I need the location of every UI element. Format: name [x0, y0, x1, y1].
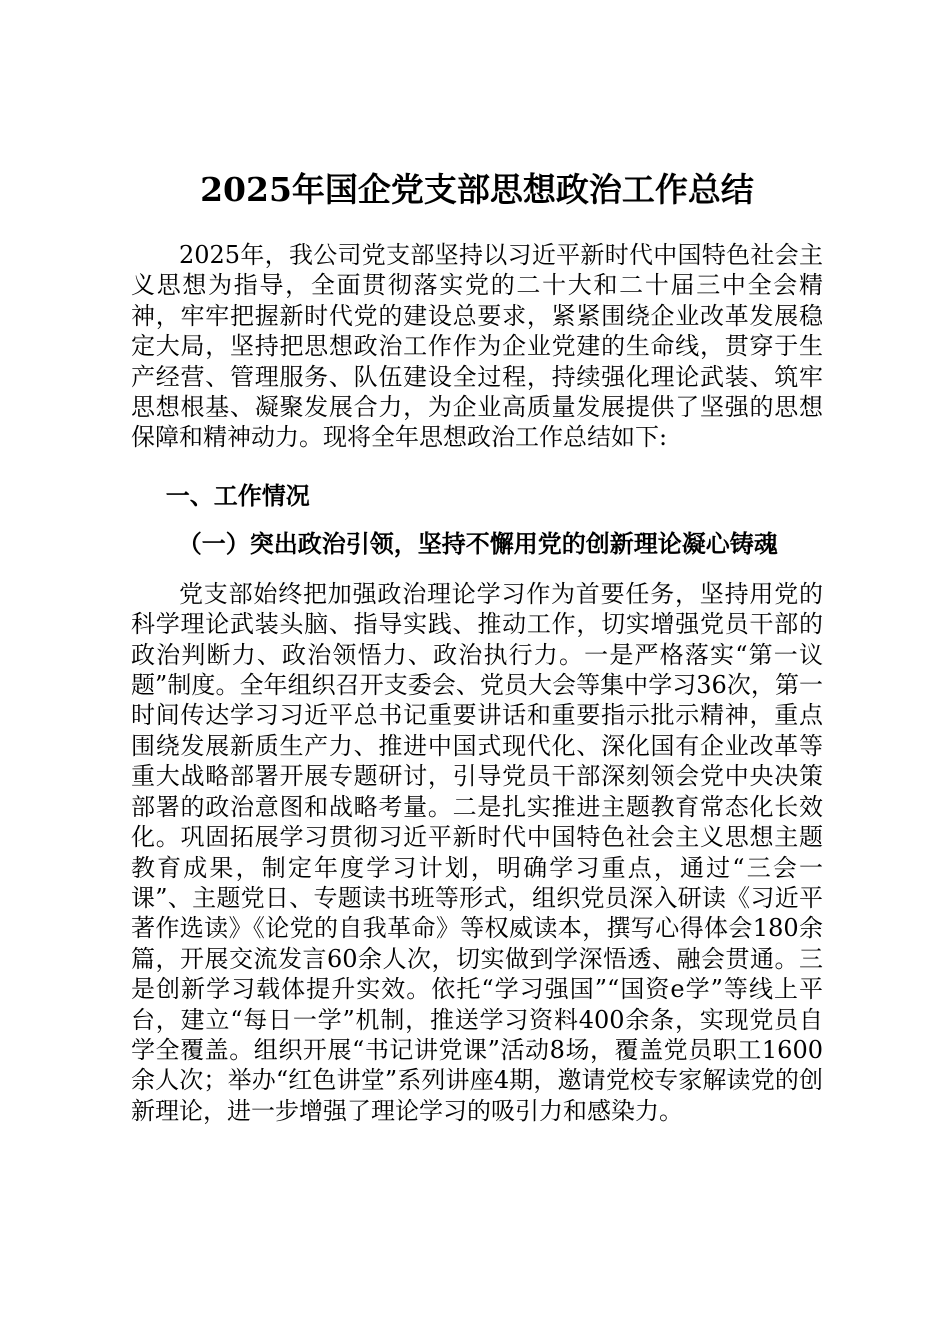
document-page [131, 168, 823, 1126]
intro-paragraph: 2025年，我公司党支部坚持以习近平新时代中国特色社会主义思想为指导，全面贯彻落实党的二十大和二十届三中全会精神，牢牢把握新时代党的建设总要求，紧紧围绕企业改革发展稳定大局，坚持把思想政治工作作为企业党建的生命线，贯穿于生产经营、管理服务、队伍建设全过程，持续强化理论武装、筑牢思想根基、凝聚发展合力，为企业高质量发展提供了坚强的思想保障和精神动力。现将全年思想政治工作总结如下: [131, 241, 823, 452]
document-title: 2025年国企党支部思想政治工作总结 [200, 170, 754, 209]
subsection-heading-political-guidance: （一）突出政治引领，坚持不懈用党的创新理论凝心铸魂 [177, 528, 778, 558]
section-heading-work-status: 一、工作情况 [165, 480, 310, 510]
subsection-body-paragraph: 党支部始终把加强政治理论学习作为首要任务，坚持用党的科学理论武装头脑、指导实践、推动工作，切实增强党员干部的政治判断力、政治领悟力、政治执行力。一是严格落实“第一议题”制度。全年组织召开支委会、党员大会等集中学习36次，第一时间传达学习习近平总书记重要讲话和重要指示批示精神，重点围绕发展新质生产力、推进中国式现代化、深化国有企业改革等重大战略部署开展专题研讨，引导党员干部深刻领会党中央决策部署的政治意图和战略考量。二是扎实推进主题教育常态化长效化。巩固拓展学习贯彻习近平新时代中国特色社会主义思想主题教育成果，制定年度学习计划，明确学习重点，通过“三会一课”、主题党日、专题读书班等形式，组织党员深入研读《习近平著作选读》《论党的自我革命》等权威读本，撰写心得体会180余篇，开展交流发言60余人次，切实做到学深悟透、融会贯通。三是创新学习载体提升实效。依托“学习强国”“国资e学”等线上平台，建立“每日一学”机制，推送学习资料400余条，实现党员自学全覆盖。组织开展“书记讲党课”活动8场，覆盖党员职工1600余人次；举办“红色讲堂”系列讲座4期，邀请党校专家解读党的创新理论，进一步增强了理论学习的吸引力和感染力。 [131, 579, 823, 1125]
